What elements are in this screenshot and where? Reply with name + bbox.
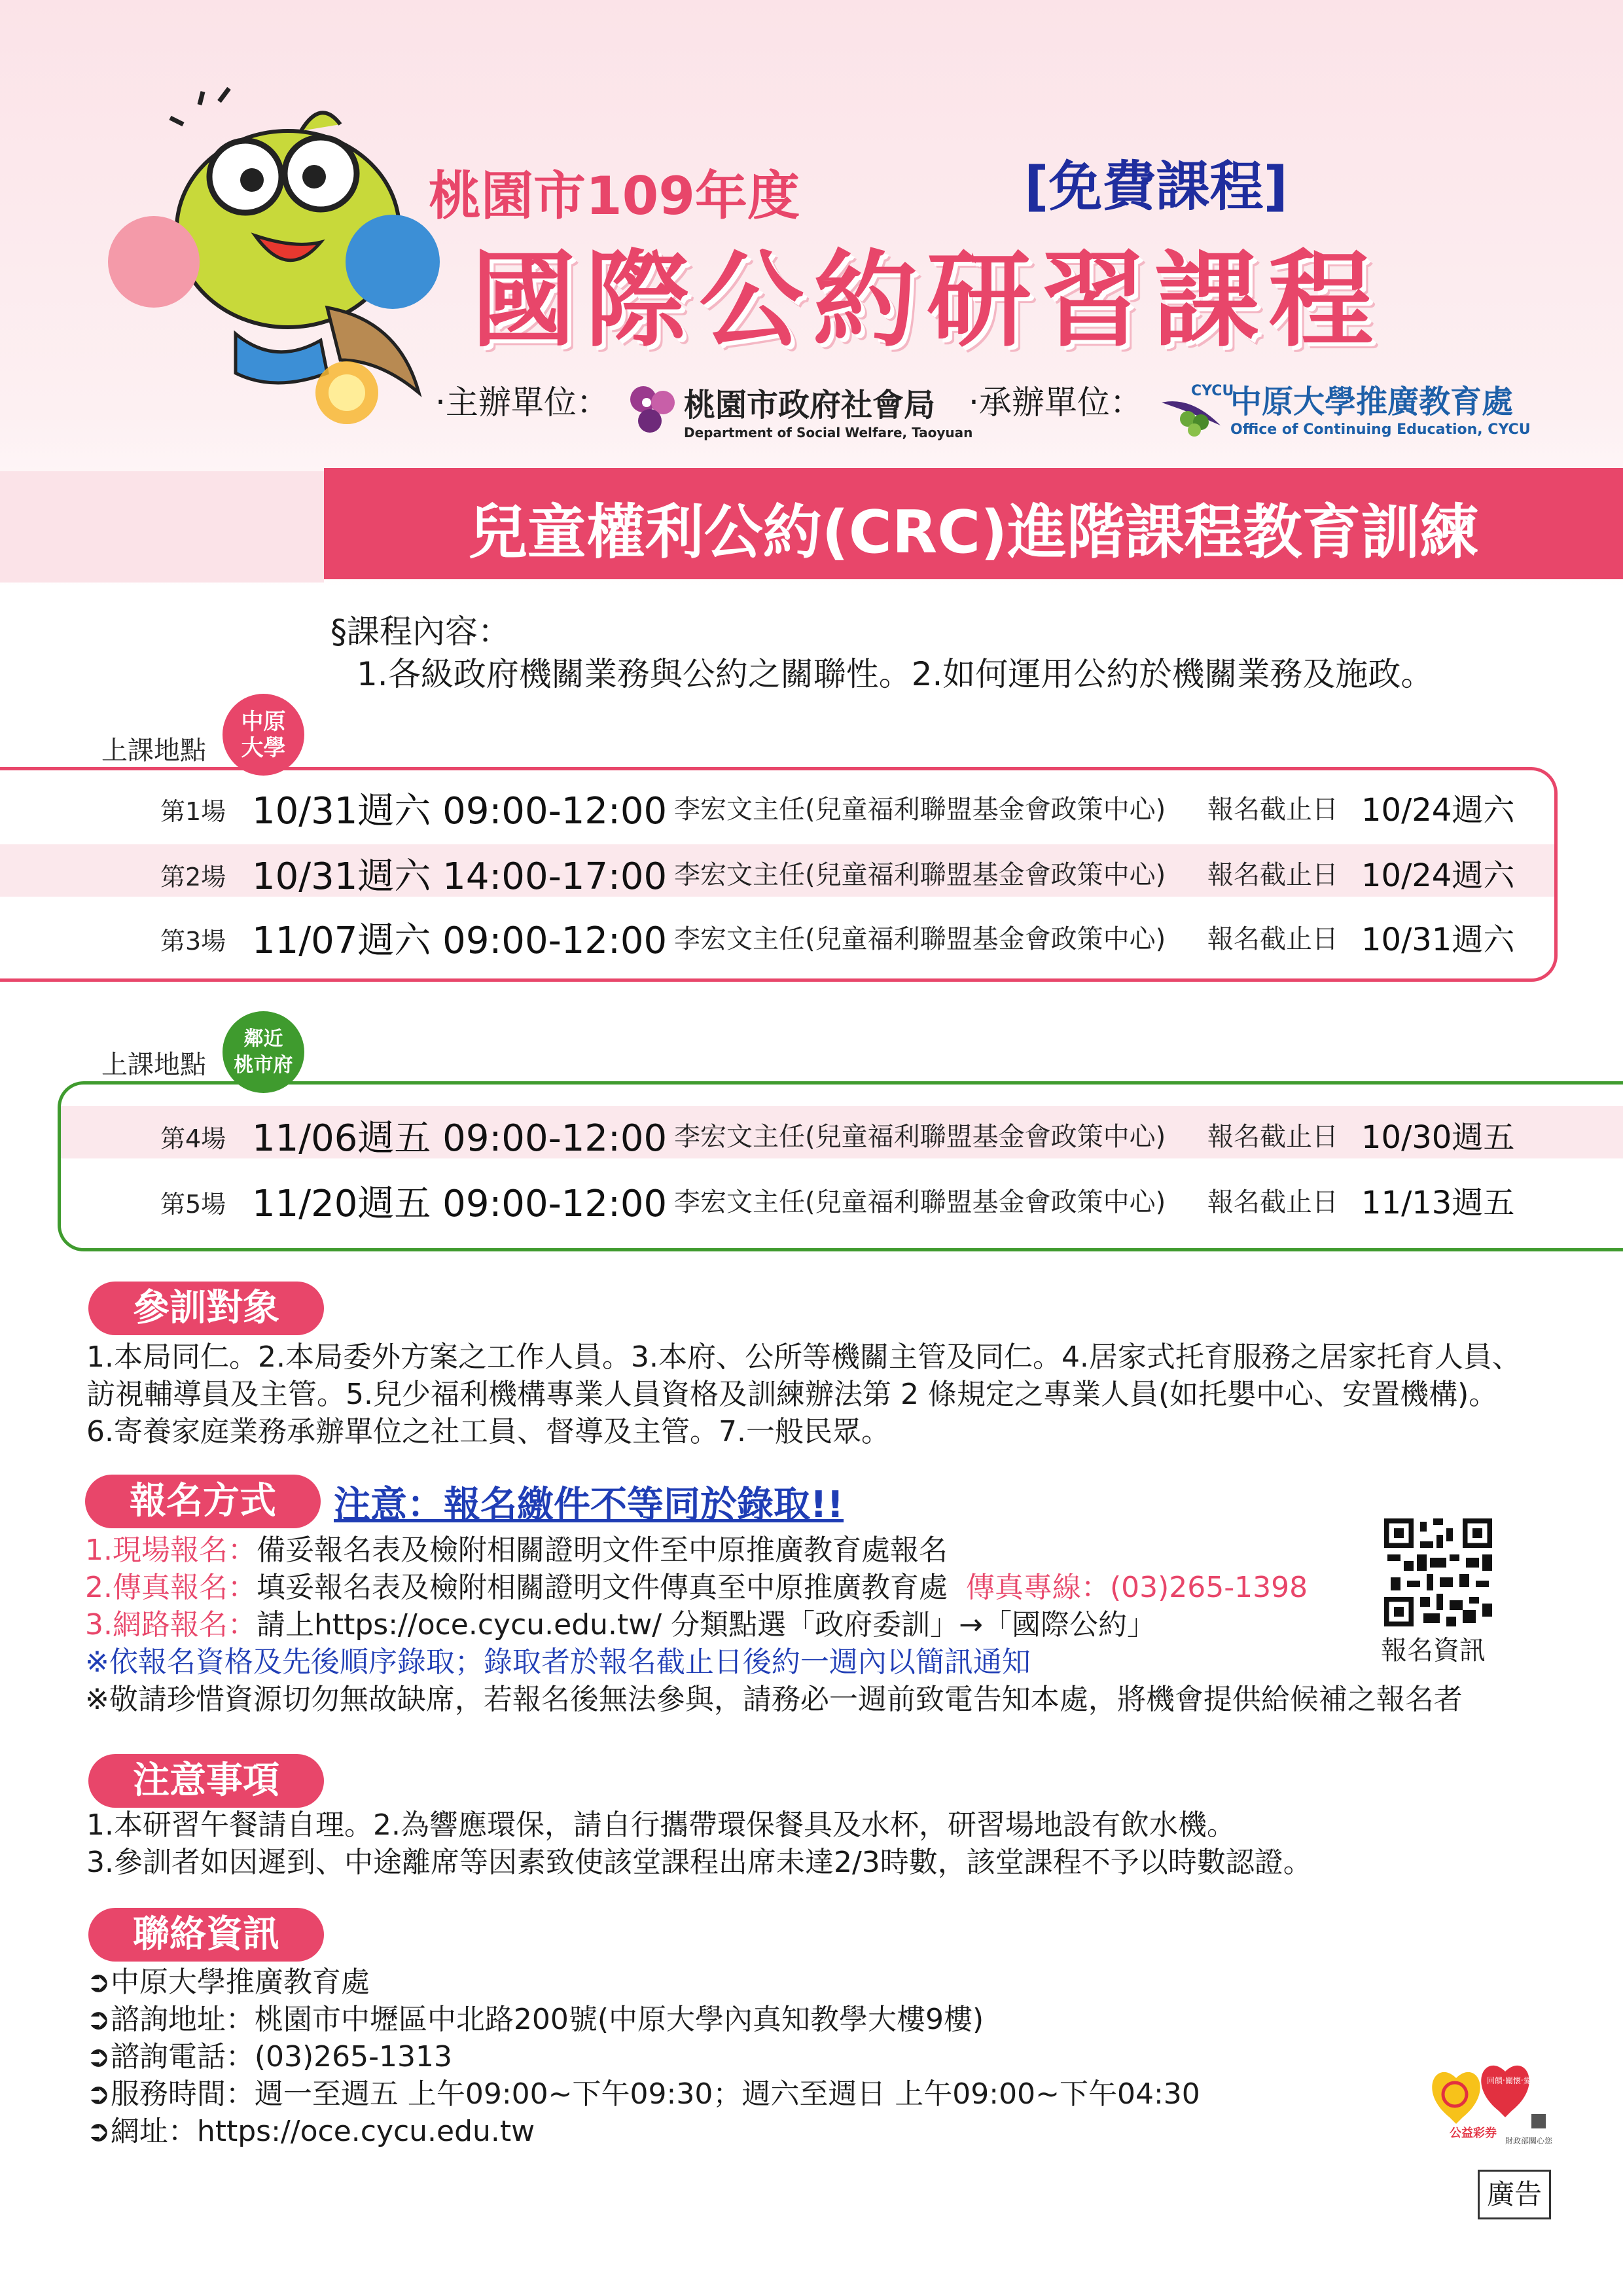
qr-code-icon[interactable] bbox=[1384, 1518, 1492, 1626]
lottery-organization: 財政部關心您 bbox=[1505, 2136, 1553, 2145]
session-speaker: 李宏文主任(兒童福利聯盟基金會政策中心) bbox=[674, 1122, 1166, 1152]
registration-method-onsite bbox=[85, 1532, 1394, 1569]
contact-info bbox=[86, 1964, 1395, 2150]
course-content-label: §課程內容： bbox=[330, 613, 510, 651]
participants-line: 訪視輔導員及主管。5.兒少福利機構專業人員資格及訓練辦法第 2 條規定之專業人員(如托嬰中心、安置機構)。 bbox=[86, 1378, 1498, 1411]
contact-line: ➲中原大學推廣教育處 bbox=[86, 1965, 370, 1999]
session-datetime: 10/31週六 14:00-17:00 bbox=[252, 855, 668, 898]
contractor-label: ‧承辦單位： bbox=[969, 384, 1143, 422]
notes-line: 1.本研習午餐請自理。2.為響應環保，請自行攜帶環保餐具及水杯，研習場地設有飲水機。 bbox=[86, 1808, 1236, 1842]
method-label: 2.傳真報名： bbox=[85, 1571, 257, 1604]
session-speaker: 李宏文主任(兒童福利聯盟基金會政策中心) bbox=[674, 1187, 1166, 1217]
location-label: 上課地點 bbox=[101, 736, 206, 766]
contact-line: ➲諮詢地址：桃園市中壢區中北路200號(中原大學內真知教學大樓9樓) bbox=[86, 2003, 984, 2036]
qr-label: 報名資訊 bbox=[1381, 1636, 1486, 1666]
lottery-tagline: 回饋‧關懷‧愛 bbox=[1487, 2076, 1531, 2085]
event-title: 國際公約研習課程 bbox=[471, 239, 1383, 361]
contact-line: ➲網址：https://oce.cycu.edu.tw bbox=[86, 2115, 535, 2148]
organizer-block bbox=[684, 380, 972, 440]
session-datetime: 11/20週五 09:00-12:00 bbox=[252, 1183, 668, 1225]
organizer-english-name: Department of Social Welfare, Taoyuan bbox=[684, 425, 973, 440]
method-text: 填妥報名表及檢附相關證明文件傳真至中原推廣教育處 bbox=[256, 1571, 948, 1604]
event-subtitle: 桃園市109年度 bbox=[429, 166, 800, 226]
registration-note-blue: ※依報名資格及先後順序錄取；錄取者於報名截止日後約一週內以簡訊通知 bbox=[85, 1645, 1031, 1679]
deadline-date: 10/30週五 bbox=[1361, 1119, 1515, 1156]
registration-method-online bbox=[85, 1606, 1394, 1643]
session-speaker: 李宏文主任(兒童福利聯盟基金會政策中心) bbox=[674, 795, 1166, 825]
deadline-label: 報名截止日 bbox=[1207, 795, 1338, 825]
contractor-english-name: Office of Continuing Education, CYCU bbox=[1230, 422, 1531, 438]
deadline-label: 報名截止日 bbox=[1207, 1187, 1338, 1217]
badge-line: 桃市府 bbox=[234, 1053, 293, 1077]
organizer-label: ‧主辦單位： bbox=[435, 384, 609, 422]
cycu-logo-icon bbox=[1158, 389, 1224, 439]
advertisement-label: 廣告 bbox=[1478, 2170, 1551, 2219]
method-text: 請上https://oce.cycu.edu.tw/ 分類點選「政府委訓」→「國際公約」 bbox=[256, 1608, 1156, 1641]
participants-text bbox=[86, 1338, 1605, 1450]
badge-line: 大學 bbox=[241, 734, 286, 761]
notes-text bbox=[86, 1806, 1592, 1881]
session-datetime: 10/31週六 09:00-12:00 bbox=[252, 790, 668, 833]
registration-note-black: ※敬請珍惜資源切勿無故缺席，若報名後無法參與，請務必一週前致電告知本處，將機會提供給候補之報名者 bbox=[85, 1683, 1463, 1716]
session-number: 第1場 bbox=[160, 797, 226, 826]
cycu-logo-text: CYCU bbox=[1191, 383, 1234, 399]
deadline-date: 10/24週六 bbox=[1361, 857, 1515, 894]
session-datetime: 11/07週六 09:00-12:00 bbox=[252, 920, 668, 962]
deadline-date: 11/13週五 bbox=[1361, 1185, 1515, 1221]
session-number: 第2場 bbox=[160, 863, 226, 891]
session-speaker: 李宏文主任(兒童福利聯盟基金會政策中心) bbox=[674, 860, 1166, 890]
method-label: 3.網路報名： bbox=[85, 1608, 257, 1641]
contact-line: ➲諮詢電話：(03)265-1313 bbox=[86, 2040, 453, 2073]
session-number: 第4場 bbox=[160, 1124, 226, 1153]
deadline-label: 報名截止日 bbox=[1207, 924, 1338, 954]
mascot-illustration bbox=[105, 85, 445, 425]
free-course-tag: [免費課程] bbox=[1024, 156, 1288, 218]
registration-method-fax bbox=[85, 1569, 1394, 1606]
location-label: 上課地點 bbox=[101, 1050, 206, 1080]
header-band bbox=[0, 471, 324, 583]
deadline-label: 報名截止日 bbox=[1207, 860, 1338, 890]
contractor-block bbox=[1230, 376, 1531, 438]
deadline-label: 報名截止日 bbox=[1207, 1122, 1338, 1152]
method-text: 備妥報名表及檢附相關證明文件至中原推廣教育處報名 bbox=[256, 1534, 948, 1567]
contractor-name: 中原大學推廣教育處 bbox=[1230, 384, 1514, 420]
course-content-text: 1.各級政府機關業務與公約之關聯性。2.如何運用公約於機關業務及施政。 bbox=[357, 655, 1434, 693]
notes-line: 3.參訓者如因遲到、中途離席等因素致使該堂課程出席未達2/3時數，該堂課程不予以時數認證。 bbox=[86, 1846, 1312, 1879]
participants-line: 1.本局同仁。2.本局委外方案之工作人員。3.本府、公所等機關主管及同仁。4.居家式托育服務之居家托育人員、 bbox=[86, 1340, 1521, 1374]
participants-line: 6.寄養家庭業務承辦單位之社工員、督導及主管。7.一般民眾。 bbox=[86, 1415, 890, 1448]
badge-line: 中原 bbox=[241, 708, 286, 735]
session-number: 第5場 bbox=[160, 1190, 226, 1219]
registration-heading: 報名方式 bbox=[85, 1475, 321, 1528]
deadline-date: 10/24週六 bbox=[1361, 792, 1515, 829]
badge-line: 鄰近 bbox=[243, 1027, 283, 1050]
method-label: 1.現場報名： bbox=[85, 1534, 257, 1567]
organizer-name: 桃園市政府社會局 bbox=[684, 387, 936, 423]
deadline-date: 10/31週六 bbox=[1361, 922, 1515, 958]
participants-heading: 參訓對象 bbox=[88, 1282, 324, 1335]
contact-heading: 聯絡資訊 bbox=[88, 1908, 324, 1962]
lottery-text: 公益彩券 bbox=[1450, 2126, 1497, 2140]
session-datetime: 11/06週五 09:00-12:00 bbox=[252, 1117, 668, 1160]
notes-heading: 注意事項 bbox=[88, 1754, 324, 1808]
registration-notice: 注意：報名繳件不等同於錄取!! bbox=[334, 1484, 844, 1526]
session-number: 第3場 bbox=[160, 927, 226, 956]
course-title: 兒童權利公約(CRC)進階課程教育訓練 bbox=[468, 498, 1479, 567]
contact-line: ➲服務時間：週一至週五 上午09:00~下午09:30；週六至週日 上午09:00~下午04:30 bbox=[86, 2077, 1200, 2111]
location-badge-cycu bbox=[223, 694, 304, 776]
fax-number: 傳真專線：(03)265-1398 bbox=[965, 1571, 1308, 1604]
session-speaker: 李宏文主任(兒童福利聯盟基金會政策中心) bbox=[674, 924, 1166, 954]
social-welfare-logo-icon bbox=[627, 383, 679, 435]
